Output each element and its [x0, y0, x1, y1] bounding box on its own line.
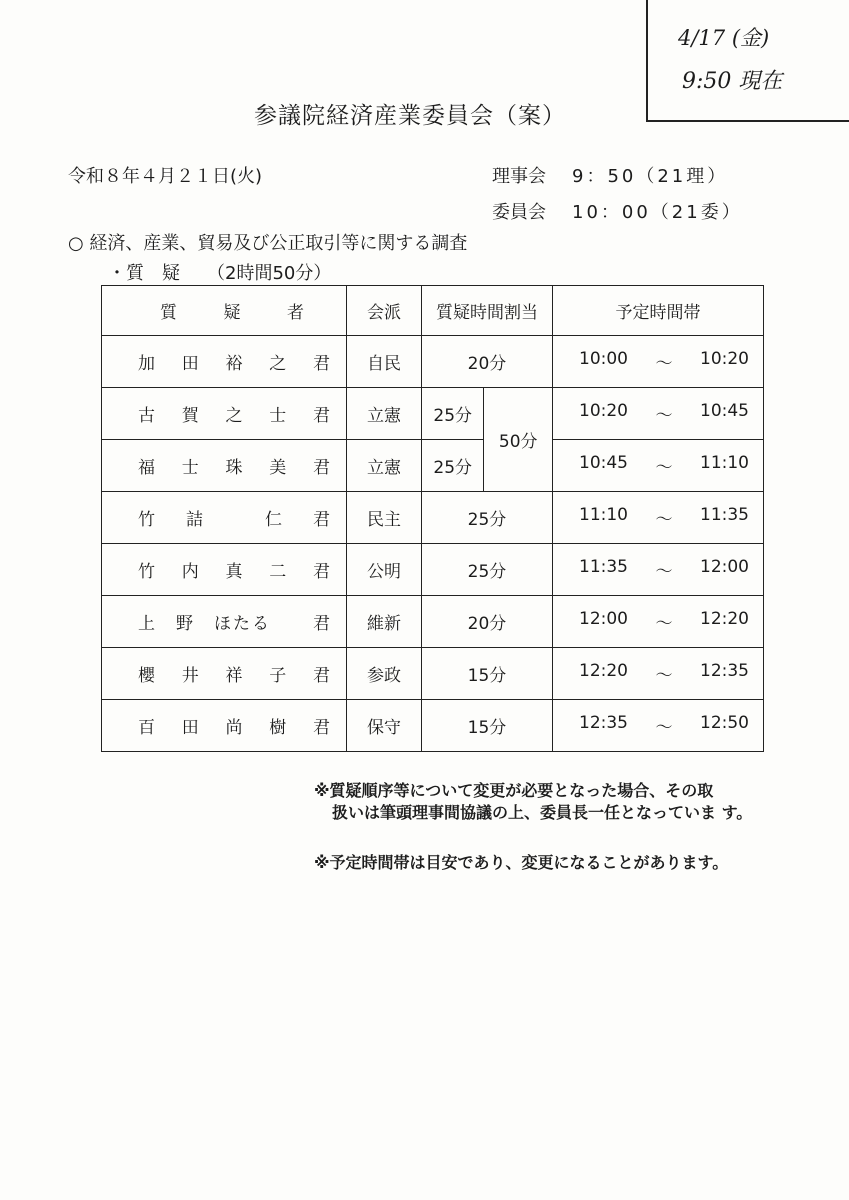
party: 公明 [347, 544, 422, 596]
party: 参政 [347, 648, 422, 700]
name-char: 賀 [181, 406, 199, 426]
name-char: 子 [269, 666, 287, 686]
name-char: 裕 [225, 354, 243, 374]
header-allocation: 質疑時間割当 [422, 286, 553, 336]
name-char: 士 [269, 406, 287, 426]
time-separator: ～ [655, 406, 673, 426]
table-row [102, 700, 764, 752]
table-row [102, 336, 764, 388]
name-char: 真 [225, 562, 243, 582]
name-char: 樹 [269, 718, 287, 738]
allocation: 20分 [422, 336, 553, 388]
table-row [102, 388, 764, 440]
time-slot [553, 596, 764, 648]
meeting-date: 令和８年４月２１日(火) [68, 166, 263, 187]
name-char: 福 [138, 458, 155, 478]
header-party: 会派 [347, 286, 422, 336]
time-end: 12:35 [700, 661, 749, 681]
party: 自民 [347, 336, 422, 388]
name-char: 尚 [225, 718, 243, 738]
time-start: 11:10 [579, 505, 628, 525]
name-char: 珠 [225, 458, 243, 478]
time-slot [553, 388, 764, 440]
name-char: 上 [138, 614, 155, 634]
time-end: 11:35 [700, 505, 749, 525]
allocation: 25分 [422, 492, 553, 544]
time-start: 10:45 [579, 453, 628, 473]
name-char: 仁 [265, 510, 282, 530]
allocation: 25分 [422, 388, 484, 440]
name-char: 君 [313, 458, 330, 478]
name-char: 祥 [225, 666, 243, 686]
name-char: 君 [313, 354, 330, 374]
name-char: 野 [176, 614, 193, 634]
name-char: 二 [269, 562, 287, 582]
time-slot [553, 492, 764, 544]
note-1-line-1: ※質疑順序等について変更が必要となった場合、その取 [314, 781, 714, 800]
allocation: 20分 [422, 596, 553, 648]
party: 維新 [347, 596, 422, 648]
time-separator: ～ [655, 354, 673, 374]
questioner-name [102, 492, 347, 544]
agenda-item: ○ 経済、産業、貿易及び公正取引等に関する調査 [68, 233, 468, 254]
time-end: 12:20 [700, 609, 749, 629]
time-start: 11:35 [579, 557, 628, 577]
time-start: 10:20 [579, 401, 628, 421]
name-char: 内 [181, 562, 199, 582]
time-start: 10:00 [579, 349, 628, 369]
time-end: 11:10 [700, 453, 749, 473]
time-separator: ～ [655, 614, 673, 634]
questioner-name [102, 440, 347, 492]
table-row [102, 440, 764, 492]
name-char: 井 [181, 666, 199, 686]
note-2: ※予定時間帯は目安であり、変更になることがあります。 [314, 853, 729, 872]
name-char: 百 [138, 718, 155, 738]
allocation: 25分 [422, 544, 553, 596]
allocation: 25分 [422, 440, 484, 492]
name-char: 士 [181, 458, 199, 478]
table-row [102, 544, 764, 596]
time-end: 12:50 [700, 713, 749, 733]
name-char: 田 [181, 718, 199, 738]
name-char: 君 [313, 406, 330, 426]
party: 立憲 [347, 440, 422, 492]
name-char: 君 [313, 562, 330, 582]
time-separator: ～ [655, 718, 673, 738]
stamp-date: 4/17 (金) [678, 26, 770, 50]
questioner-name [102, 388, 347, 440]
allocation: 15分 [422, 648, 553, 700]
combined-allocation: 50分 [484, 388, 553, 492]
time-start: 12:35 [579, 713, 628, 733]
name-char: 古 [138, 406, 155, 426]
time-separator: ～ [655, 562, 673, 582]
time-end: 12:00 [700, 557, 749, 577]
questioner-name [102, 648, 347, 700]
name-char: 竹 [138, 510, 155, 530]
name-char: 田 [181, 354, 199, 374]
time-separator: ～ [655, 666, 673, 686]
name-char: 君 [313, 614, 330, 634]
name-char: 竹 [138, 562, 155, 582]
time-end: 10:45 [700, 401, 749, 421]
handwritten-stamp [646, 0, 849, 122]
party: 立憲 [347, 388, 422, 440]
name-char: 櫻 [138, 666, 155, 686]
name-char: 之 [225, 406, 243, 426]
stamp-time: 9:50 現在 [682, 69, 783, 94]
table-row [102, 492, 764, 544]
header-time-slot: 予定時間帯 [553, 286, 764, 336]
header-questioner [102, 286, 347, 336]
table-header-row [102, 286, 764, 336]
name-char: 君 [313, 666, 330, 686]
time-end: 10:20 [700, 349, 749, 369]
header-questioner-char: 質 [160, 303, 177, 323]
schedule-table [101, 285, 764, 752]
note-1-line-2: 扱いは筆頭理事間協議の上、委員長一任となっていま す。 [332, 803, 753, 822]
questioner-name [102, 700, 347, 752]
party: 民主 [347, 492, 422, 544]
time-slot [553, 440, 764, 492]
questioner-name [102, 596, 347, 648]
time-start: 12:20 [579, 661, 628, 681]
table-row [102, 648, 764, 700]
header-questioner-char: 者 [287, 303, 304, 323]
time-slot [553, 336, 764, 388]
name-char: ほたる [214, 614, 271, 634]
time-slot [553, 700, 764, 752]
name-char: 君 [313, 510, 330, 530]
party: 保守 [347, 700, 422, 752]
name-char: 詰 [186, 510, 203, 530]
header-questioner-char: 疑 [223, 303, 241, 323]
questioner-name [102, 336, 347, 388]
agenda-sub-item: ・質 疑 （2時間50分） [108, 263, 332, 284]
time-separator: ～ [655, 510, 673, 530]
time-slot [553, 648, 764, 700]
questioner-name [102, 544, 347, 596]
table-row [102, 596, 764, 648]
time-separator: ～ [655, 458, 673, 478]
name-char: 君 [313, 718, 330, 738]
meeting-label-committee: 委員会 [492, 202, 546, 223]
meeting-label-board: 理事会 [492, 166, 546, 187]
name-char: 加 [138, 354, 155, 374]
time-slot [553, 544, 764, 596]
meeting-time-committee: 10：00（21委） [572, 202, 743, 223]
time-start: 12:00 [579, 609, 628, 629]
name-char: 美 [269, 458, 287, 478]
meeting-time-board: 9：50（21理） [572, 166, 729, 187]
allocation: 15分 [422, 700, 553, 752]
name-char: 之 [269, 354, 287, 374]
page-title: 参議院経済産業委員会（案） [254, 103, 566, 129]
